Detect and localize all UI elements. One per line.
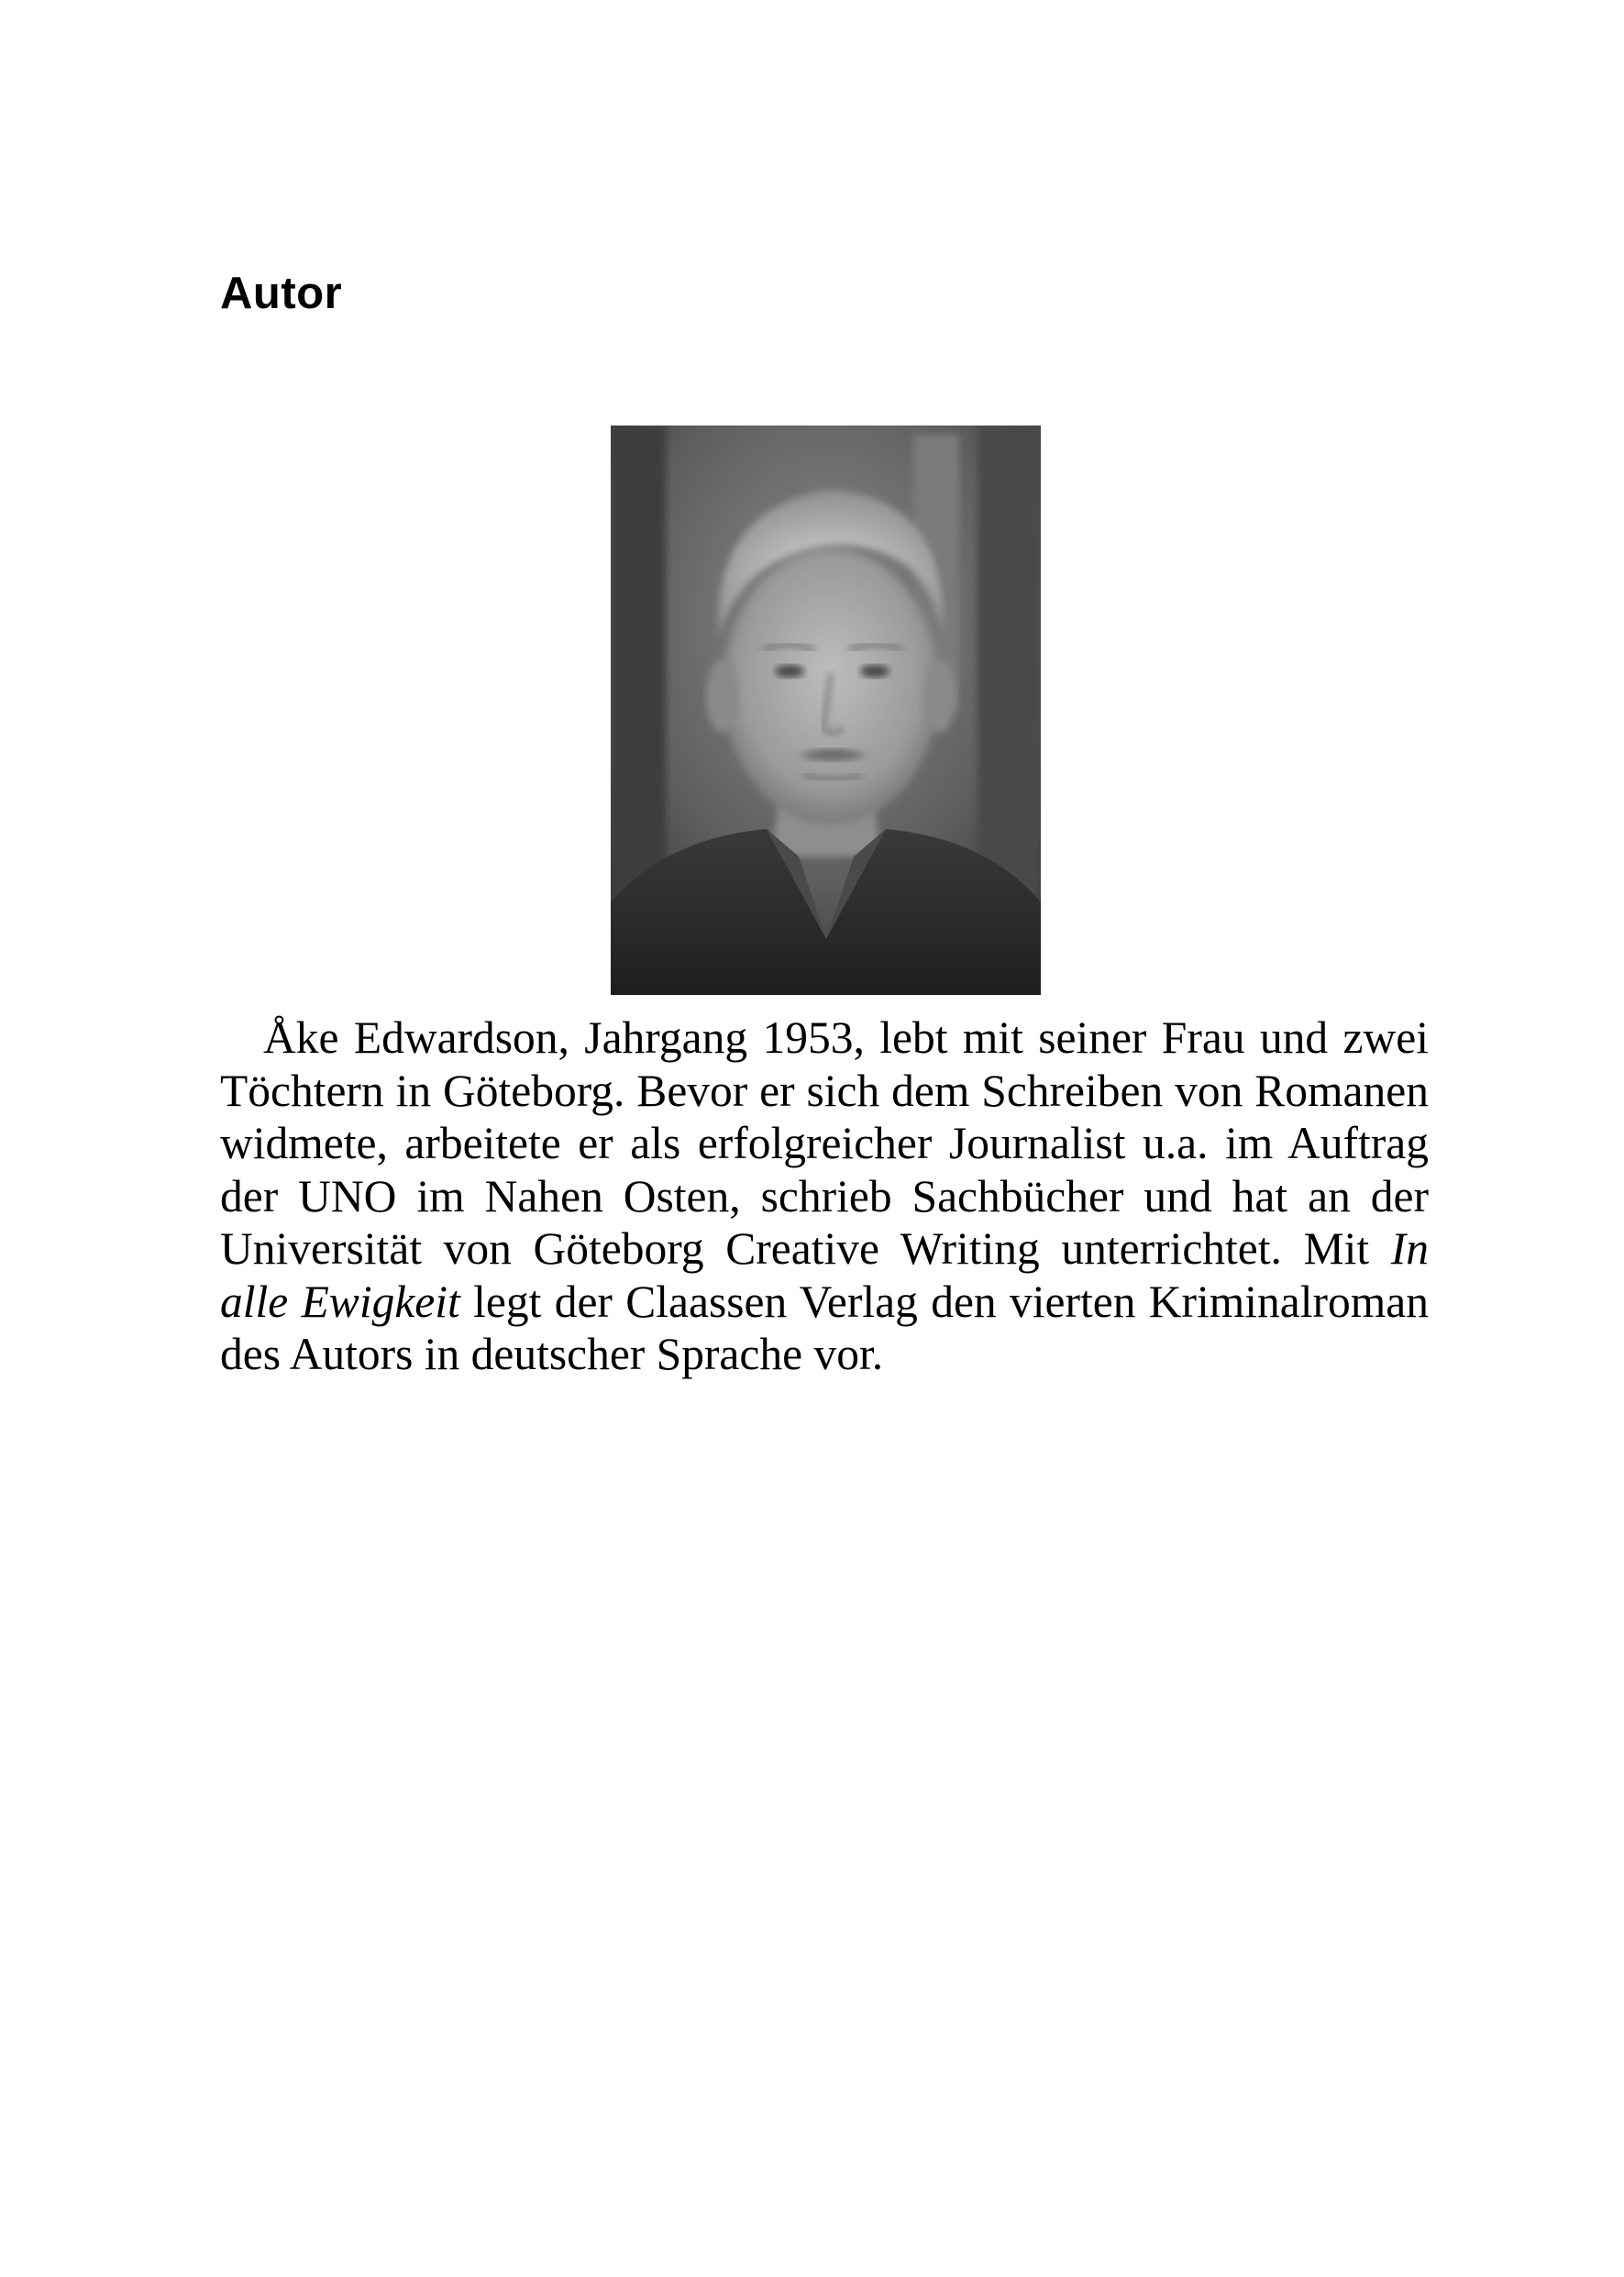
author-biography	[220, 1011, 1429, 1381]
author-photo	[611, 426, 1041, 995]
author-portrait-icon	[611, 426, 1041, 995]
bio-text-part2: legt der Claassen Verlag den vierten Kriminalroman des Autors in deutscher Sprache vor.	[220, 1276, 1429, 1379]
book-title: In alle Ewigkeit	[220, 1223, 1429, 1327]
page-title: Autor	[220, 269, 343, 318]
bio-text-part1: Åke Edwardson, Jahrgang 1953, lebt mit seiner Frau und zwei Töchtern in Göteborg. Bevor er sich dem Schreiben von Romanen widmete, arbeitete er als erfolgreicher Journalist u.a. im Auftrag der UNO im Nahen Osten, schrieb Sachbücher und hat an der Universität von Göteborg Creative Writing unterrichtet. Mit	[220, 1012, 1429, 1274]
